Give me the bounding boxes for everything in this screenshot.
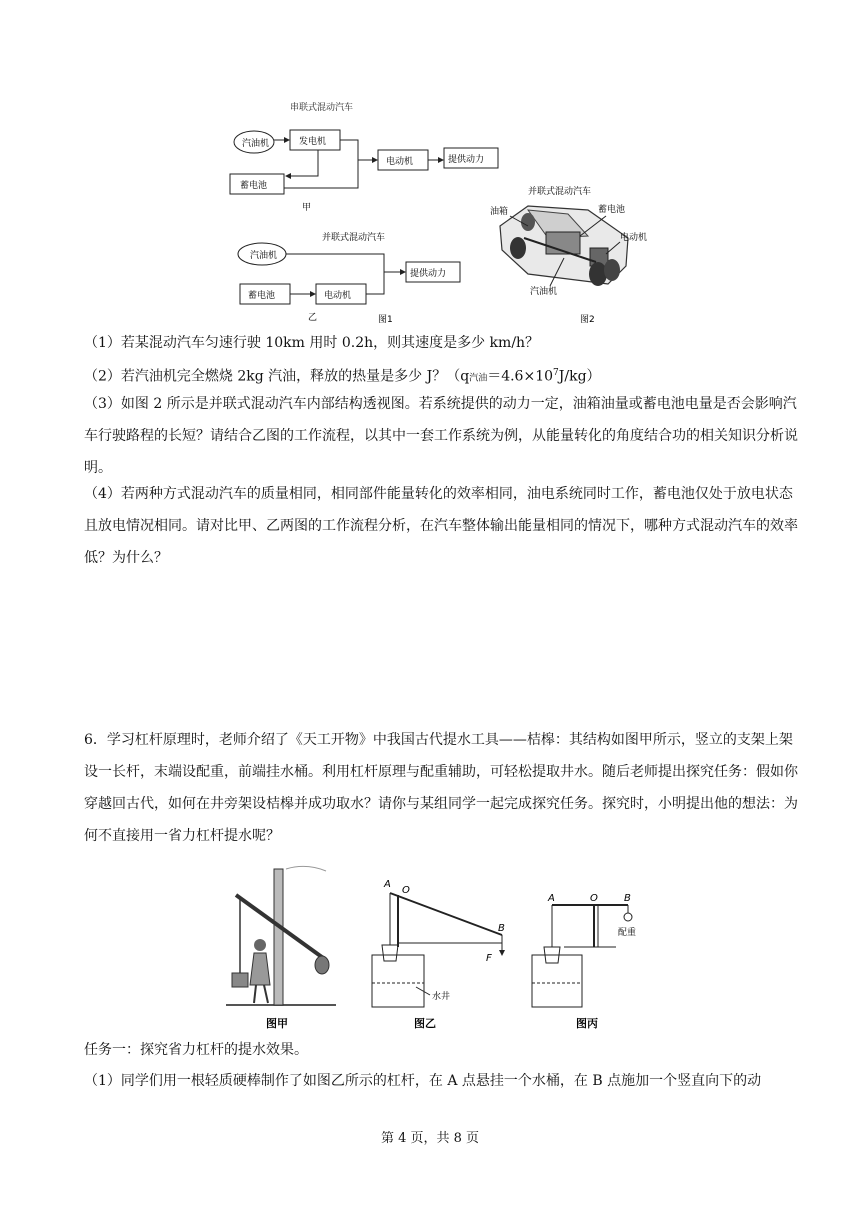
force-f-yi: F [486, 953, 492, 964]
question-2-sup: 7 [553, 368, 559, 378]
question-6: 6．学习杠杆原理时，老师介绍了《天工开物》中我国古代提水工具——桔槔：其结构如图甲所示，竖立的支架上架设一长杆，末端设配重，前端挂水桶。利用杠杆原理与配重辅助，可轻松提取井水。随后老师提出探究任务：假如你穿越回古代，如何在井旁架设桔槔并成功取水？请你与某组同学一起完成探究任务。探究时，小明提出他的想法：为何不直接用一省力杠杆提水呢？ [84, 732, 798, 844]
car-title: 并联式混动汽车 [528, 187, 592, 197]
point-o-bing: O [590, 893, 598, 904]
engine-label: 汽油机 [242, 139, 270, 149]
point-o-yi: O [402, 885, 410, 896]
fig2-caption: 图2 [580, 315, 595, 325]
engine-label-2: 汽油机 [250, 251, 278, 261]
task-1-heading: 任务一：探究省力杠杆的提水效果。 [84, 1042, 308, 1058]
hybrid-car-figure [228, 98, 648, 330]
label-yi: 乙 [308, 313, 318, 323]
point-b-bing: B [624, 893, 631, 904]
point-b-yi: B [498, 923, 505, 934]
question-2-eq: ＝4.6×10 [487, 368, 554, 385]
caption-yi: 图乙 [414, 1017, 436, 1030]
car-battery-label: 蓄电池 [598, 205, 626, 215]
generator-label: 发电机 [299, 137, 327, 147]
point-a-yi: A [384, 879, 391, 890]
tank-label: 油箱 [490, 207, 509, 217]
lever-figure [216, 855, 646, 1033]
question-2 [84, 363, 601, 389]
battery-label-2: 蓄电池 [248, 291, 276, 301]
battery-label: 蓄电池 [240, 181, 268, 191]
parallel-diagram-title: 并联式混动汽车 [322, 233, 386, 243]
caption-bing: 图丙 [576, 1017, 598, 1030]
series-diagram-title: 串联式混动汽车 [290, 103, 354, 113]
question-3: （3）如图 2 所示是并联式混动汽车内部结构透视图。若系统提供的动力一定，油箱油量或蓄电池电量是否会影响汽车行驶路程的长短？请结合乙图的工作流程，以其中一套工作系统为例，从能量转化的角度结合功的相关知识分析说明。 [84, 396, 798, 476]
motor-label: 电动机 [386, 157, 414, 167]
question-2-main: （2）若汽油机完全燃烧 2kg 汽油，释放的热量是多少 J？（q [84, 368, 470, 385]
label-jia: 甲 [302, 203, 312, 213]
car-engine-label: 汽油机 [530, 287, 558, 297]
question-1: （1）若某混动汽车匀速行驶 10km 用时 0.2h，则其速度是多少 km/h？ [84, 335, 540, 351]
question-4: （4）若两种方式混动汽车的质量相同，相同部件能量转化的效率相同，油电系统同时工作，蓄电池仅处于放电状态且放电情况相同。请对比甲、乙两图的工作流程分析，在汽车整体输出能量相同的情况下，哪种方式混动汽车的效率低？为什么？ [84, 486, 798, 566]
page-footer: 第 4 页，共 8 页 [380, 1131, 480, 1146]
question-2-end: J/kg） [558, 368, 601, 385]
task-1-question-1: （1）同学们用一根轻质硬棒制作了如图乙所示的杠杆，在 A 点悬挂一个水桶，在 B 点施加一个竖直向下的动 [84, 1073, 762, 1089]
motor-label-2: 电动机 [324, 291, 352, 301]
caption-jia: 图甲 [266, 1017, 288, 1030]
question-2-sub: 汽油 [469, 373, 488, 384]
car-motor-label: 电动机 [620, 233, 648, 243]
well-label: 水井 [432, 992, 451, 1002]
power-label: 提供动力 [448, 155, 485, 165]
point-a-bing: A [548, 893, 555, 904]
fig1-caption: 图1 [378, 315, 393, 325]
counterweight-label: 配重 [618, 928, 637, 938]
power-label-2: 提供动力 [410, 269, 447, 279]
